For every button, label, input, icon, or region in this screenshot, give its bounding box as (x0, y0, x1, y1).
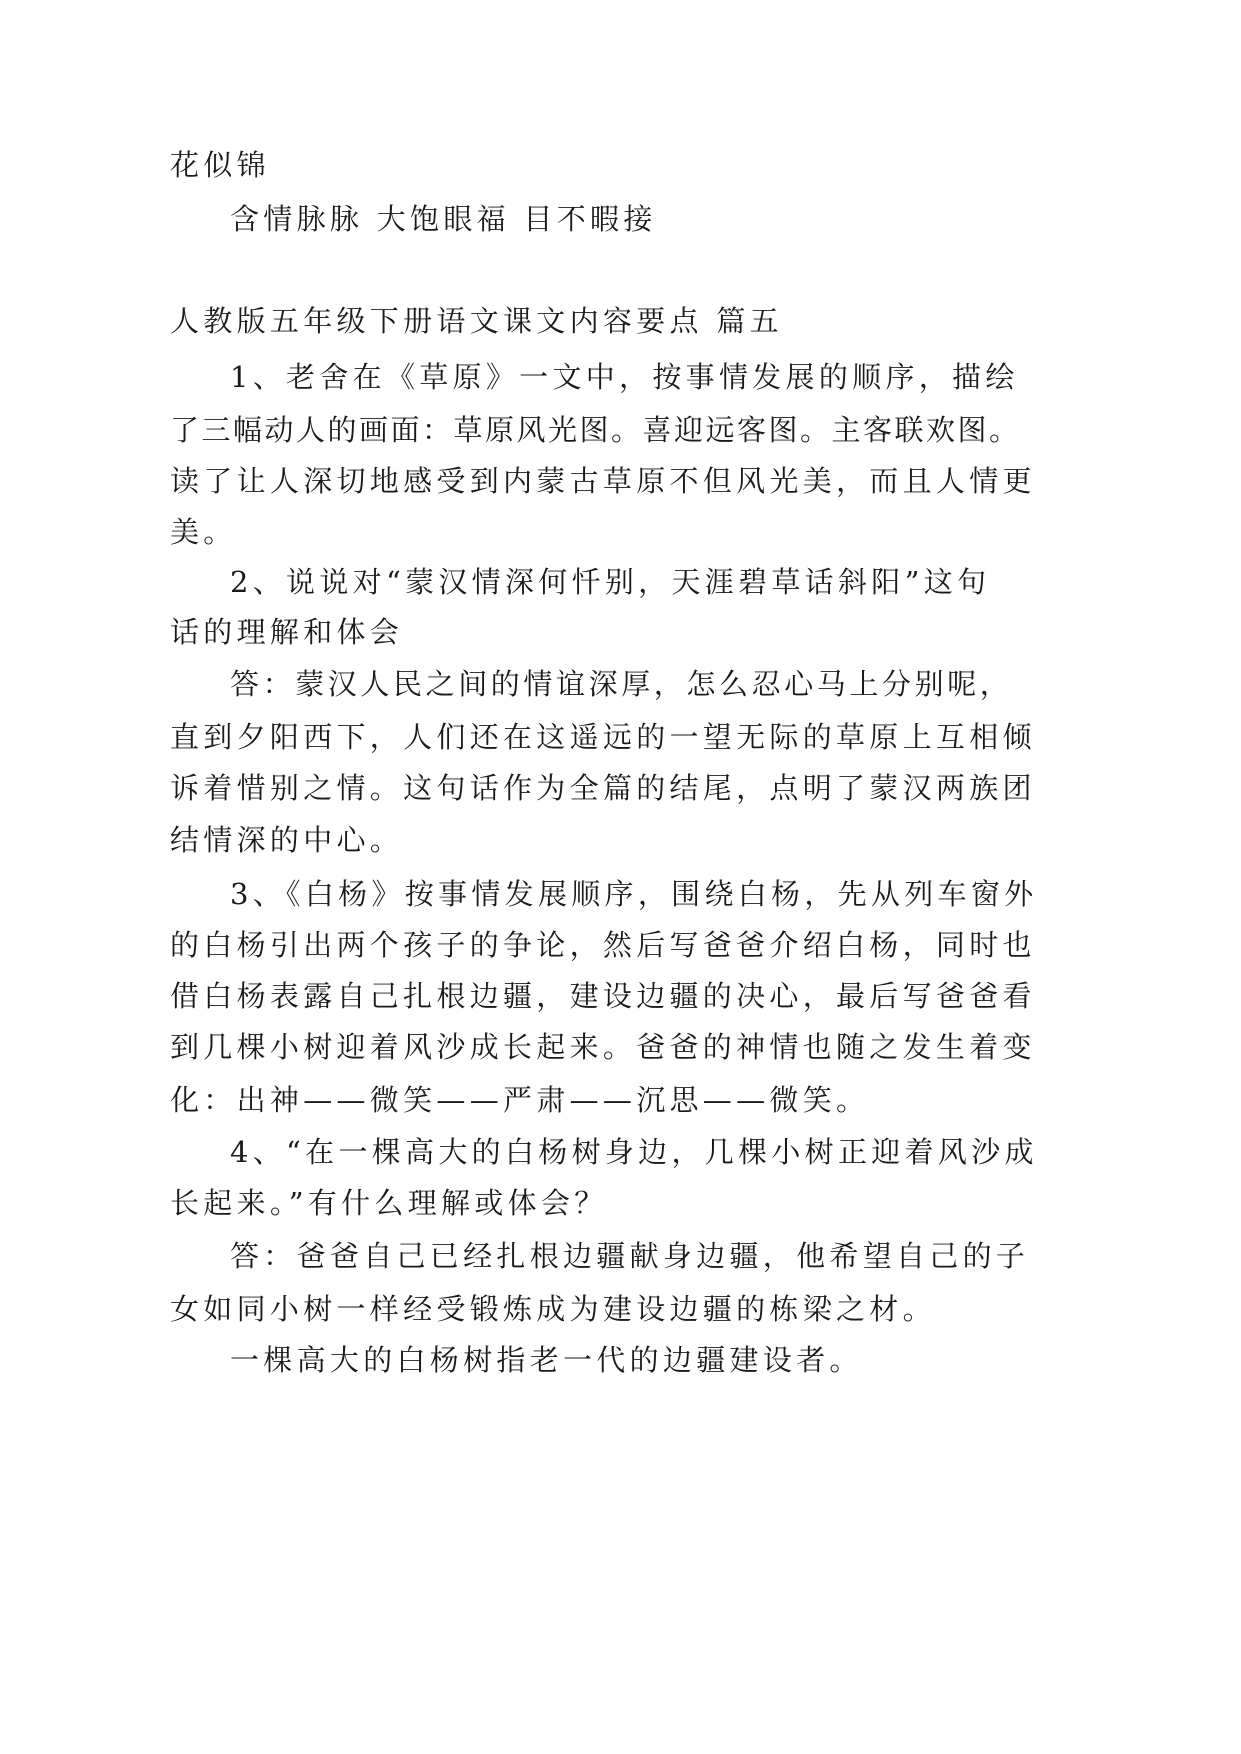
text-line: 长起来。”有什么理解或体会？ (170, 1186, 608, 1220)
text-line: 化：出神——微笑——严肃——沉思——微笑。 (170, 1083, 870, 1117)
text-line: 一棵高大的白杨树指老一代的边疆建设者。 (230, 1343, 863, 1377)
text-line: 1、老舍在《草原》一文中，按事情发展的顺序，描绘 (230, 360, 1019, 394)
text-line: 话的理解和体会 (170, 615, 404, 649)
text-line: 诉着惜别之情。这句话作为全篇的结尾，点明了蒙汉两族团 (170, 771, 1036, 805)
text-line: 读了让人深切地感受到内蒙古草原不但风光美，而且人情更 (170, 464, 1036, 498)
section-heading: 人教版五年级下册语文课文内容要点 篇五 (170, 304, 783, 338)
text-line: 2、说说对“蒙汉情深何忏别，天涯碧草话斜阳”这句 (230, 565, 991, 599)
text-line: 到几棵小树迎着风沙成长起来。爸爸的神情也随之发生着变 (170, 1030, 1036, 1064)
text-line: 答：爸爸自己已经扎根边疆献身边疆，他希望自己的子 (230, 1239, 1030, 1273)
text-line: 女如同小树一样经受锻炼成为建设边疆的栋梁之材。 (170, 1292, 936, 1326)
text-line: 美。 (170, 515, 237, 549)
text-line: 了三幅动人的画面：草原风光图。喜迎远客图。主客联欢图。 (170, 413, 1021, 447)
text-line: 含情脉脉 大饱眼福 目不暇接 (230, 202, 657, 236)
text-line: 的白杨引出两个孩子的争论，然后写爸爸介绍白杨，同时也 (170, 928, 1036, 962)
text-line: 4、“在一棵高大的白杨树身边，几棵小树正迎着风沙成 (230, 1135, 1038, 1169)
text-line: 3、《白杨》按事情发展顺序，围绕白杨，先从列车窗外 (230, 877, 1038, 911)
text-line: 结情深的中心。 (170, 823, 404, 857)
text-line: 直到夕阳西下，人们还在这遥远的一望无际的草原上互相倾 (170, 720, 1036, 754)
text-line: 答：蒙汉人民之间的情谊深厚，怎么忍心马上分别呢， (230, 667, 1013, 701)
text-line: 借白杨表露自己扎根边疆，建设边疆的决心，最后写爸爸看 (170, 979, 1036, 1013)
text-line: 花似锦 (170, 148, 270, 182)
